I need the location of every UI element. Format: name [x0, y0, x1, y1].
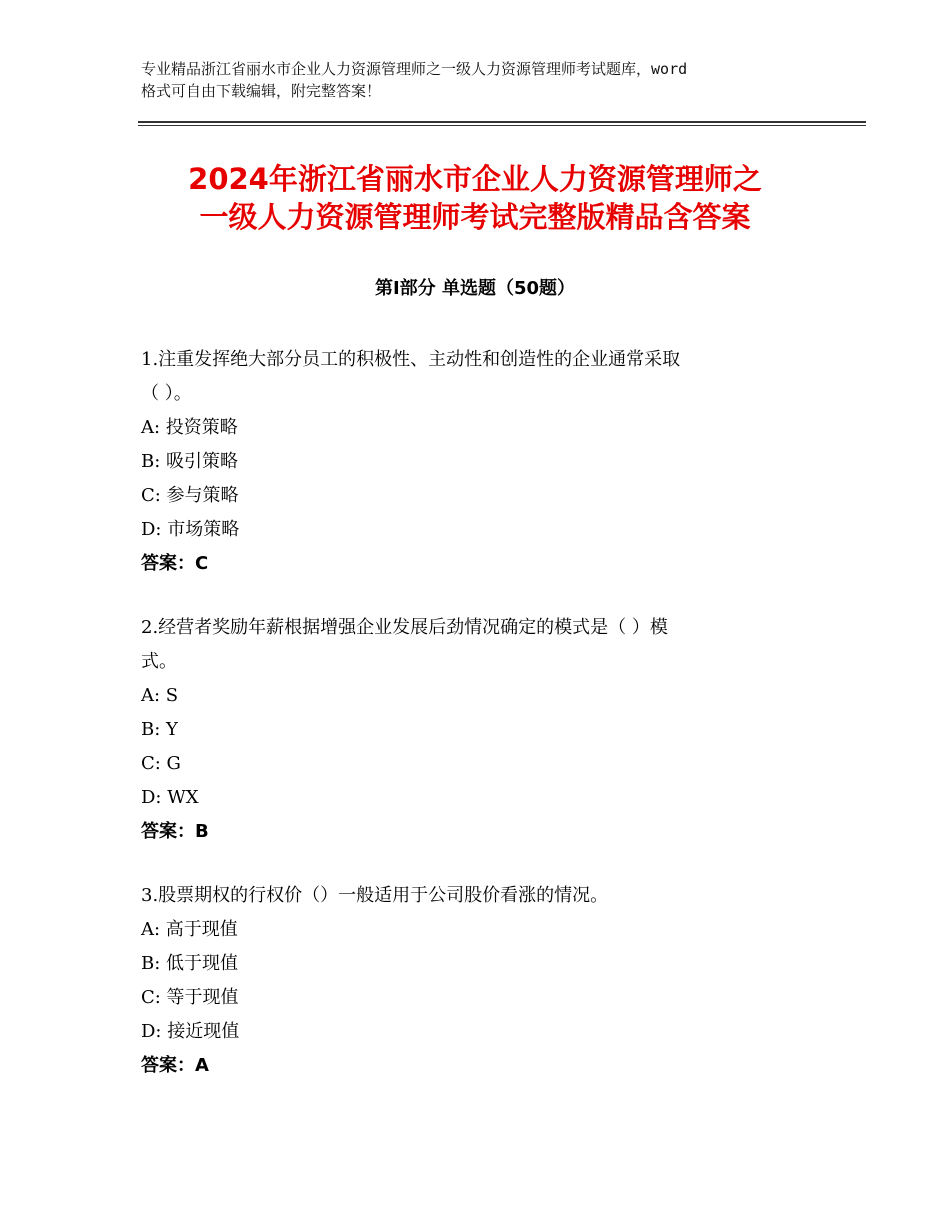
section-title: 第Ⅰ部分 单选题（50题）	[374, 278, 575, 299]
question-2	[141, 611, 811, 849]
question-stem-continued: 式。	[141, 651, 177, 672]
option-a: A: 高于现值	[141, 919, 238, 940]
question-list	[141, 343, 811, 1113]
question-stem: 1.注重发挥绝大部分员工的积极性、主动性和创造性的企业通常采取	[141, 349, 681, 370]
option-d: D: 接近现值	[141, 1021, 240, 1042]
document-title	[100, 160, 850, 236]
header-note-line-2: 格式可自由下载编辑，附完整答案！	[141, 82, 382, 100]
option-b: B: Y	[141, 719, 178, 740]
question-3	[141, 879, 811, 1083]
answer: 答案：C	[141, 553, 209, 574]
question-stem: 2.经营者奖励年薪根据增强企业发展后劲情况确定的模式是（ ）模	[141, 617, 668, 638]
option-b: B: 吸引策略	[141, 451, 239, 472]
option-a: A: 投资策略	[141, 417, 238, 438]
option-a: A: S	[141, 685, 179, 706]
header-divider-thin	[138, 125, 866, 126]
question-stem-continued: （ ）。	[141, 383, 192, 404]
question-1	[141, 343, 811, 581]
header-note-line-1: 专业精品浙江省丽水市企业人力资源管理师之一级人力资源管理师考试题库，word	[141, 60, 688, 78]
question-stem: 3.股票期权的行权价（）一般适用于公司股价看涨的情况。	[141, 885, 609, 906]
option-b: B: 低于现值	[141, 953, 239, 974]
option-c: C: 参与策略	[141, 485, 239, 506]
document-title-line-2: 一级人力资源管理师考试完整版精品含答案	[199, 200, 751, 234]
header-divider-thick	[138, 121, 866, 123]
answer: 答案：A	[141, 1055, 209, 1076]
option-d: D: 市场策略	[141, 519, 240, 540]
answer: 答案：B	[141, 821, 209, 842]
header-note	[141, 58, 831, 102]
option-c: C: 等于现值	[141, 987, 239, 1008]
option-d: D: WX	[141, 787, 199, 808]
option-c: C: G	[141, 753, 181, 774]
document-title-line-1: 2024年浙江省丽水市企业人力资源管理师之	[188, 162, 762, 196]
